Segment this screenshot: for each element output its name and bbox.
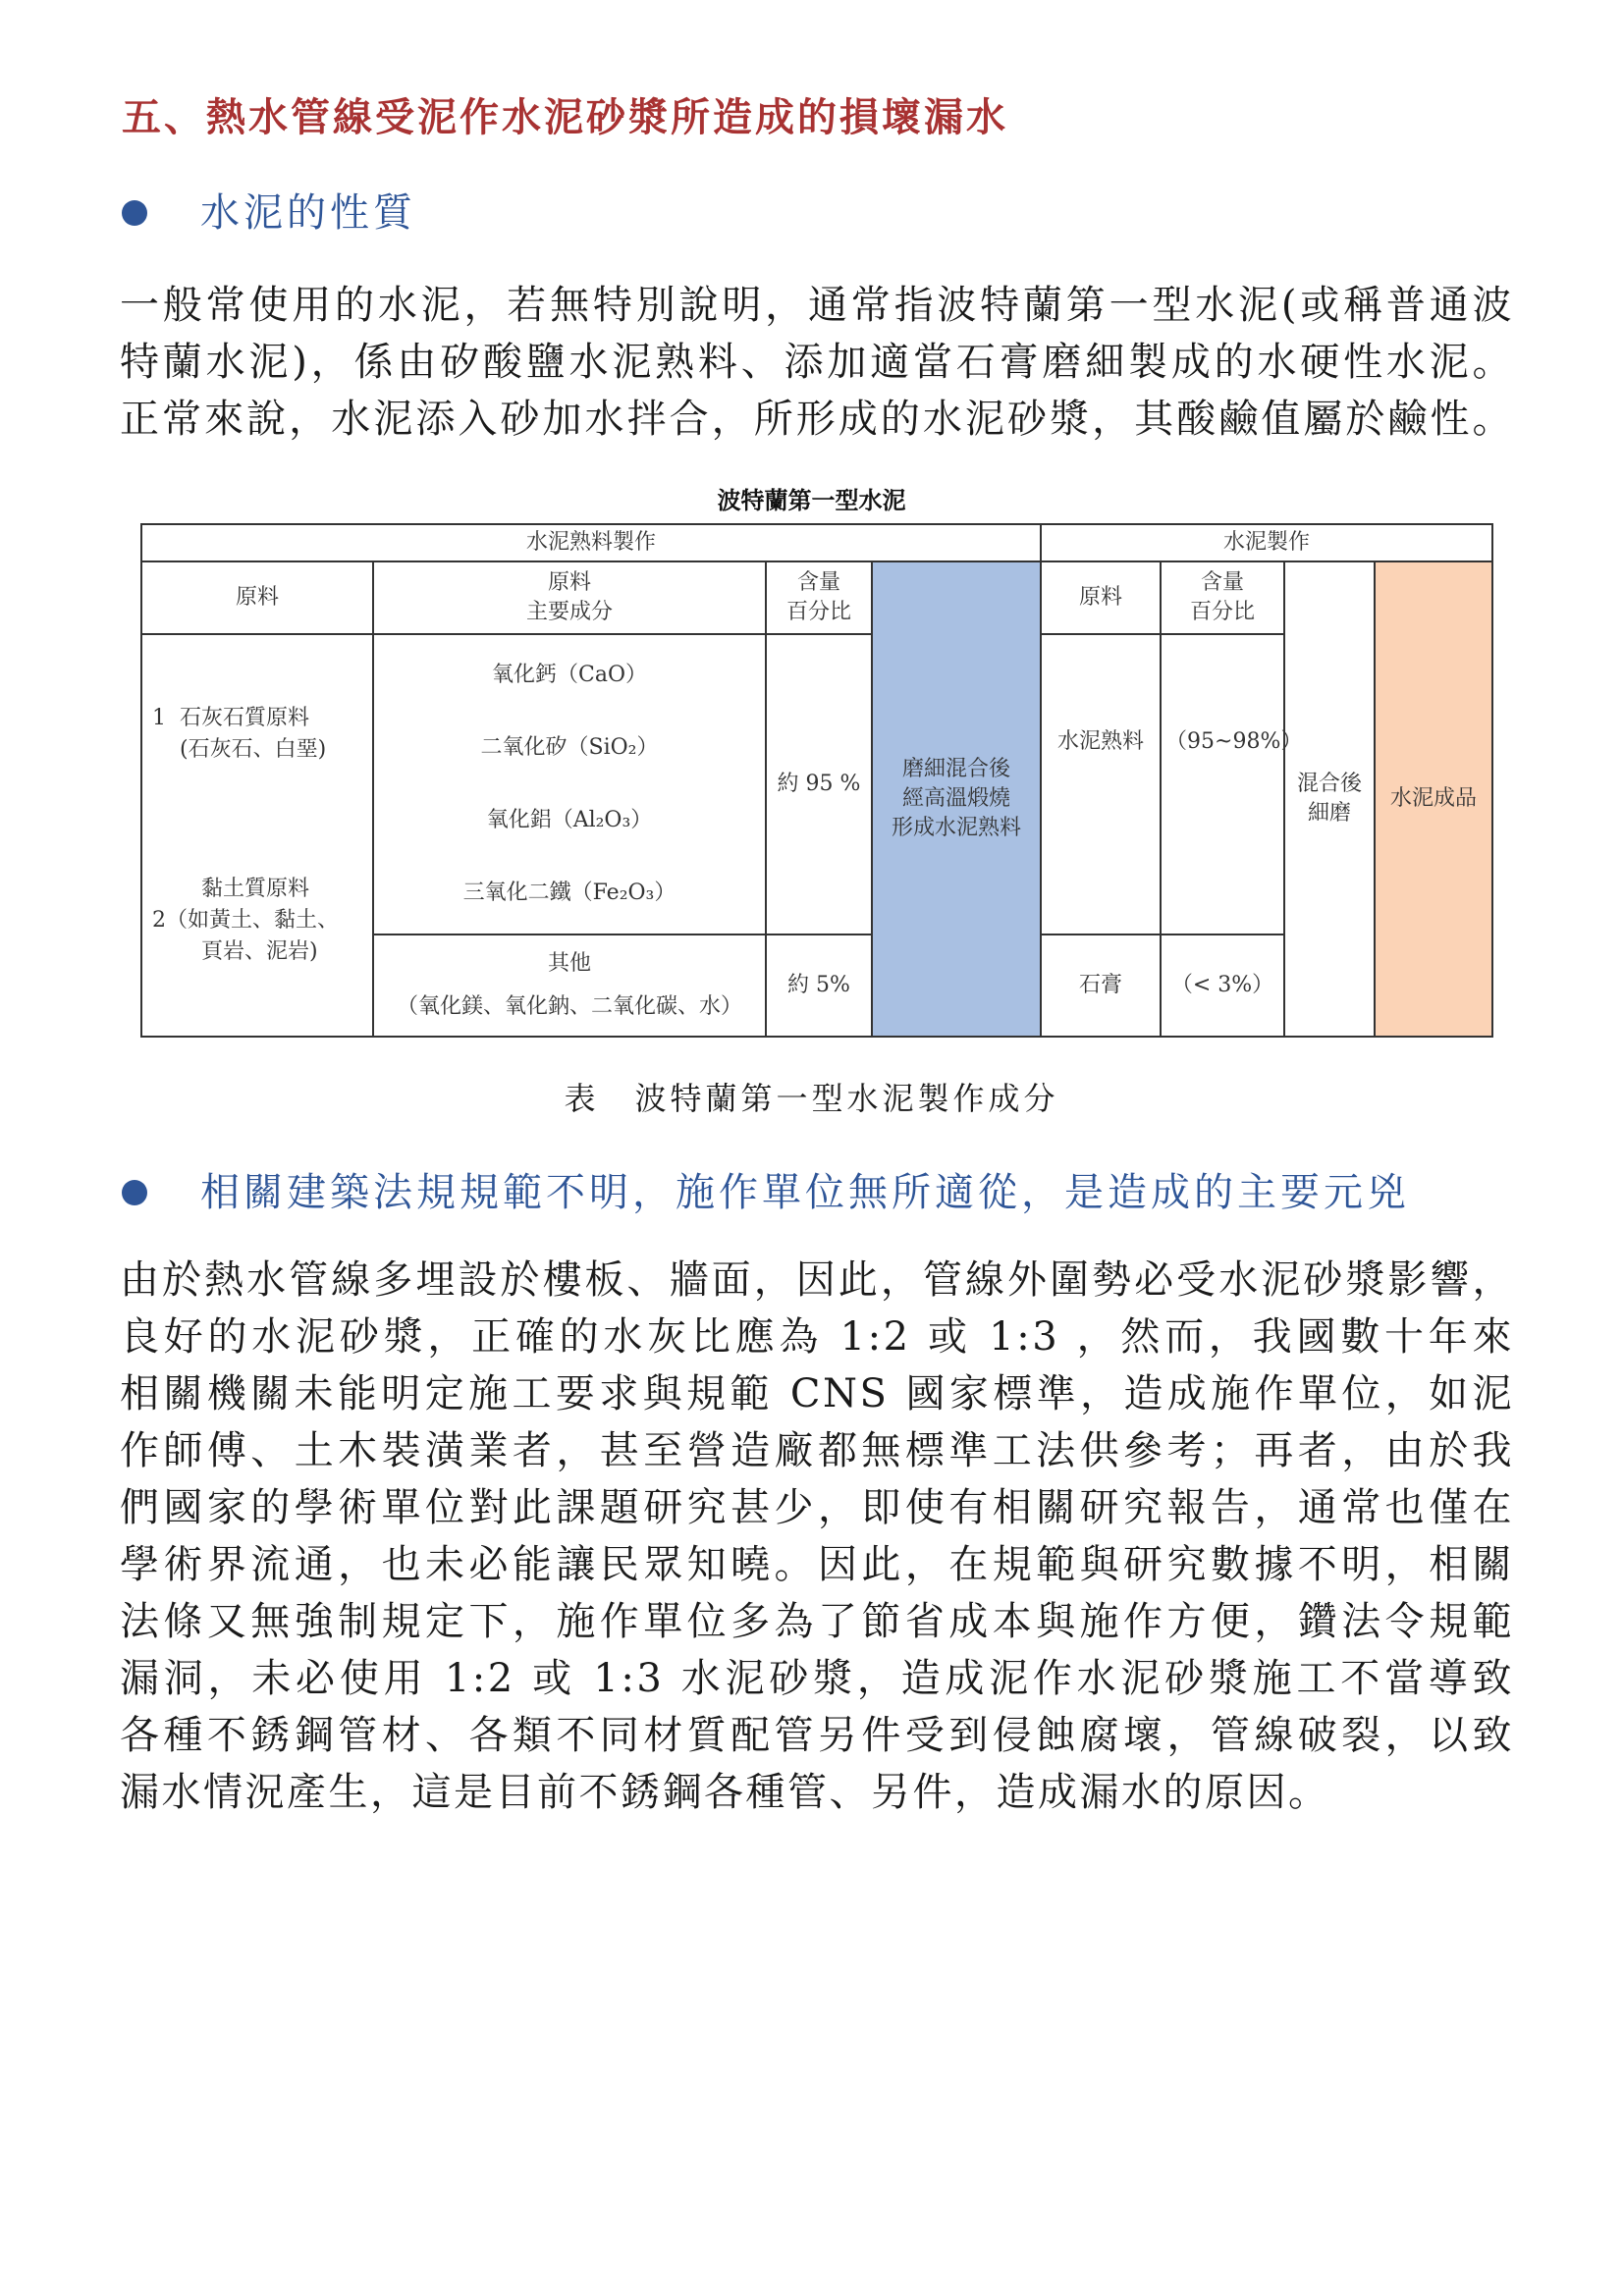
pct-main-cell: 約 95 % (766, 634, 872, 934)
component-sio2: 二氧化矽（SiO₂） (480, 735, 659, 760)
paragraph-line: 法條又無強制規定下，施作單位多為了節省成本與施作方便，鑽法令規範 (120, 1599, 1514, 1644)
bullet-title: 相關建築法規規範不明，施作單位無所適從，是造成的主要元兇 (200, 1170, 1410, 1215)
bullet-dot-icon (122, 200, 147, 226)
bullet-regulations (122, 1164, 1536, 1223)
bullet-title: 水泥的性質 (200, 190, 416, 236)
clinker-header: 水泥熟料製作 (141, 524, 1041, 561)
cement-header: 水泥製作 (1041, 524, 1492, 561)
grind-line: 混合後 (1297, 772, 1363, 796)
other-label: 其他 (547, 951, 591, 976)
gypsum-pct-cell: （< 3%） (1161, 934, 1284, 1037)
col-main-header (373, 561, 766, 634)
bullet-cement-properties (122, 185, 1536, 243)
col-main-header-line: 主要成分 (525, 600, 613, 624)
raw-item-number: 1 (152, 706, 166, 730)
paragraph-line: 漏水情況產生，這是目前不銹鋼各種管、另件，造成漏水的原因。 (120, 1770, 1330, 1815)
process-cell (872, 561, 1041, 1037)
figure-title: 波特蘭第一型水泥 (717, 487, 906, 514)
paragraph-line: 相關機關未能明定施工要求與規範 CNS 國家標準，造成施作單位，如泥 (120, 1371, 1514, 1416)
raw-materials-cell (141, 634, 373, 1037)
paragraph-line: 作師傅、土木裝潢業者，甚至營造廠都無標準工法供參考；再者，由於我 (120, 1428, 1514, 1473)
col-main-header-line: 原料 (547, 570, 591, 595)
clinker-cell: 水泥熟料 (1041, 634, 1161, 934)
col-pct2-header-line: 百分比 (1190, 600, 1256, 624)
component-fe2o3: 三氧化二鐵（Fe₂O₃） (462, 881, 676, 905)
col-pct-header (766, 561, 872, 634)
table-caption: 表 波特蘭第一型水泥製作成分 (564, 1080, 1059, 1117)
clinker-pct-cell: （95~98%） (1161, 634, 1284, 934)
paragraph-line: 正常來說，水泥添入砂加水拌合，所形成的水泥砂漿，其酸鹼值屬於鹼性。 (120, 397, 1514, 442)
gypsum-cell: 石膏 (1041, 934, 1161, 1037)
cement-composition-table (140, 523, 1493, 1038)
grind-line: 細磨 (1308, 801, 1352, 826)
process-line: 經高溫煅燒 (902, 786, 1011, 811)
paragraph-line: 由於熱水管線多埋設於樓板、牆面，因此，管線外圍勢必受水泥砂漿影響， (120, 1257, 1514, 1303)
product-cell: 水泥成品 (1375, 561, 1492, 1037)
raw-item-1 (152, 703, 368, 734)
col-pct2-header-line: 含量 (1201, 570, 1245, 595)
pct-other-cell: 約 5% (766, 934, 872, 1037)
raw-spacer (152, 766, 368, 874)
col-raw2-header: 原料 (1041, 561, 1161, 634)
col-pct2-header (1161, 561, 1284, 634)
other-components-cell (373, 934, 766, 1037)
paragraph-regulations (120, 1252, 1514, 1821)
raw-item-2-detail: 頁岩、泥岩) (201, 939, 318, 964)
other-detail: （氧化鎂、氧化鈉、二氧化碳、水） (396, 994, 742, 1019)
col-pct-header-line: 百分比 (785, 600, 851, 624)
main-components-cell (373, 634, 766, 934)
paragraph-line: 各種不銹鋼管材、各類不同材質配管另件受到侵蝕腐壞，管線破裂，以致 (120, 1713, 1514, 1758)
section-heading: 五、熱水管線受泥作水泥砂漿所造成的損壞漏水 (122, 94, 1008, 140)
paragraph-line: 一般常使用的水泥，若無特別說明，通常指波特蘭第一型水泥(或稱普通波 (120, 283, 1514, 328)
col-raw-header: 原料 (141, 561, 373, 634)
paragraph-line: 漏洞，未必使用 1:2 或 1:3 水泥砂漿，造成泥作水泥砂漿施工不當導致 (120, 1656, 1514, 1701)
component-cao: 氧化鈣（CaO） (492, 663, 647, 687)
raw-item-name: 石灰石質原料 (180, 706, 310, 730)
paragraph-cement-properties (120, 277, 1514, 448)
paragraph-line: 學術界流通，也未必能讓民眾知曉。因此，在規範與研究數據不明，相關 (120, 1542, 1514, 1587)
raw-item-2-detail: 2（如黃土、黏土、 (152, 908, 339, 933)
raw-item-1-detail: (石灰石、白堊) (180, 737, 327, 762)
process-line: 形成水泥熟料 (892, 816, 1022, 840)
component-al2o3: 氧化鋁（Al₂O₃） (486, 808, 653, 832)
paragraph-line: 良好的水泥砂漿，正確的水灰比應為 1:2 或 1:3 ，然而，我國數十年來 (120, 1314, 1514, 1360)
raw-item-2: 黏土質原料 (201, 877, 310, 901)
col-pct-header-line: 含量 (796, 570, 840, 595)
paragraph-line: 特蘭水泥)，係由矽酸鹽水泥熟料、添加適當石膏磨細製成的水硬性水泥。 (120, 340, 1514, 385)
bullet-dot-icon (122, 1180, 147, 1205)
grind-cell (1284, 561, 1375, 1037)
paragraph-line: 們國家的學術單位對此課題研究甚少，即使有相關研究報告，通常也僅在 (120, 1485, 1514, 1530)
process-line: 磨細混合後 (902, 757, 1011, 781)
